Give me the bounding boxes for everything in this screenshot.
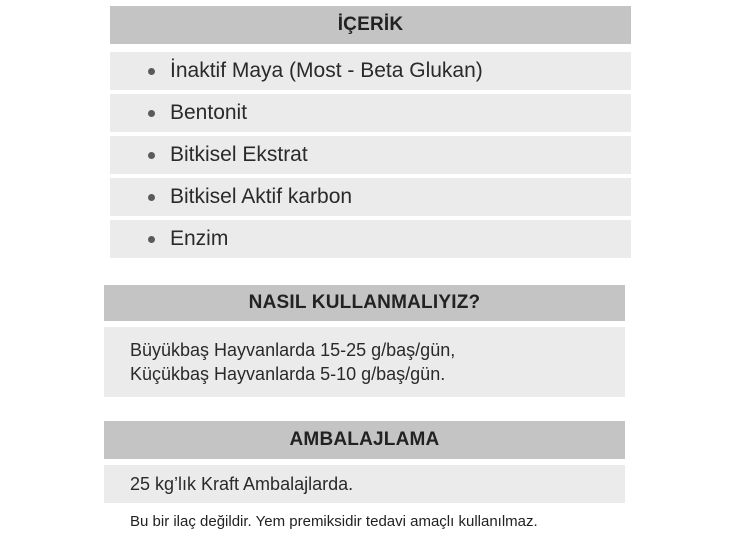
usage-line-large-animals: Büyükbaş Hayvanlarda 15-25 g/baş/gün, <box>130 340 456 360</box>
ingredient-label: Bentonit <box>170 101 248 124</box>
usage-title: NASIL KULLANMALIYIZ? <box>248 292 481 313</box>
ingredients-title: İÇERİK <box>337 14 404 35</box>
usage-header <box>104 285 625 321</box>
ingredients-header <box>110 6 631 44</box>
ingredient-label: Bitkisel Ekstrat <box>170 143 308 166</box>
ingredient-item <box>110 178 631 216</box>
bullet-icon <box>148 68 155 75</box>
usage-line-small-animals: Küçükbaş Hayvanlarda 5-10 g/baş/gün. <box>130 364 446 384</box>
bullet-icon <box>148 110 155 117</box>
usage-box <box>104 327 625 397</box>
bullet-icon <box>148 194 155 201</box>
packaging-header <box>104 421 625 459</box>
ingredient-label: Bitkisel Aktif karbon <box>170 185 353 208</box>
ingredient-item <box>110 220 631 258</box>
packaging-box <box>104 465 625 503</box>
ingredient-label: Enzim <box>170 227 229 250</box>
packaging-title: AMBALAJLAMA <box>289 429 440 450</box>
ingredient-item <box>110 94 631 132</box>
bullet-icon <box>148 236 155 243</box>
bullet-icon <box>148 152 155 159</box>
packaging-text: 25 kg’lık Kraft Ambalajlarda. <box>130 473 354 494</box>
ingredient-item <box>110 136 631 174</box>
ingredient-label: İnaktif Maya (Most - Beta Glukan) <box>170 59 483 82</box>
disclaimer-note: Bu bir ilaç değildir. Yem premiksidir tedavi amaçlı kullanılmaz. <box>130 513 538 530</box>
ingredient-item <box>110 52 631 90</box>
